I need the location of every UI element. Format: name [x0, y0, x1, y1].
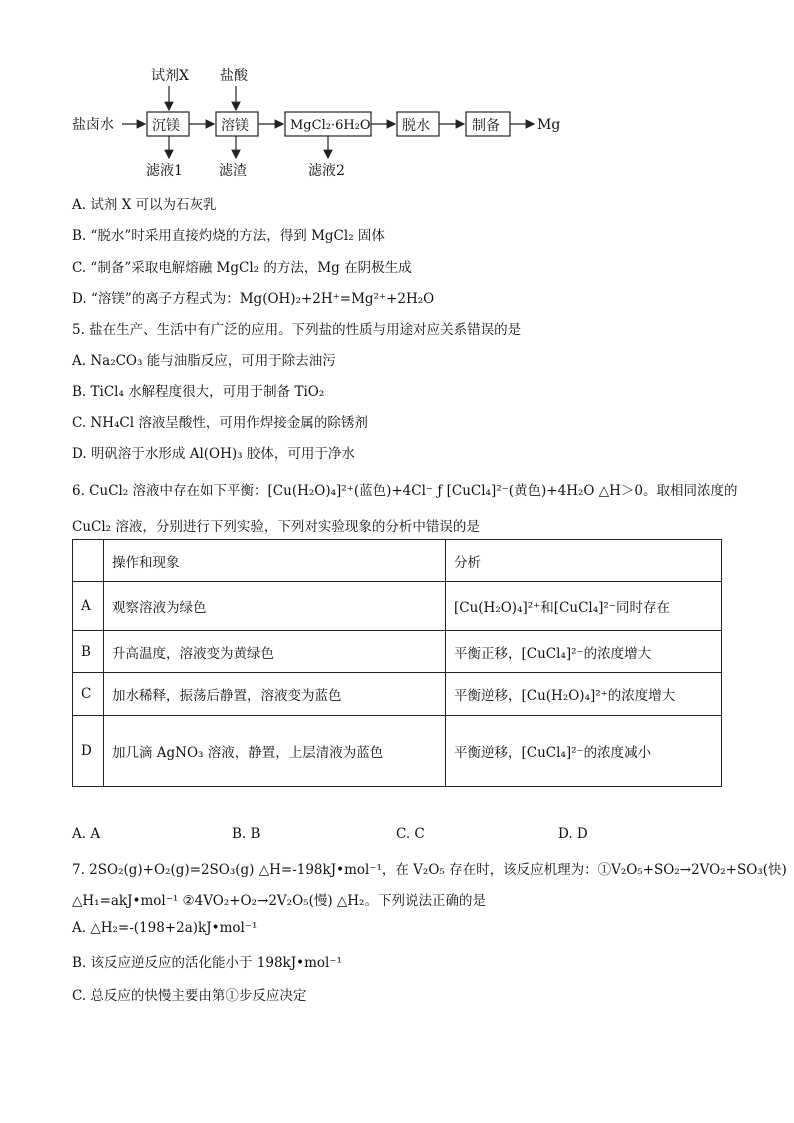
label-step3: MgCl₂·6H₂O	[290, 118, 371, 133]
label-residue: 滤渣	[219, 163, 247, 179]
label-step1: 沉镁	[152, 118, 180, 134]
table-cell-operation: 加几滴 AgNO₃ 溶液，静置，上层清液为蓝色	[104, 716, 446, 787]
table-row	[73, 582, 722, 631]
label-filtrate2: 滤液2	[308, 163, 345, 179]
label-step4: 脱水	[402, 118, 430, 134]
table-cell-operation: 观察溶液为绿色	[104, 582, 446, 631]
q6-option-c[interactable]: C. C	[396, 826, 425, 842]
q7-stem-line2: △H₁=akJ•mol⁻¹ ②4VO₂+O₂→2V₂O₅(慢) △H₂。下列说法正确的是	[72, 893, 486, 909]
table-cell-label: C	[73, 673, 104, 716]
q6-option-a[interactable]: A. A	[72, 826, 101, 842]
table-cell-label: D	[73, 716, 104, 787]
q4-option-d[interactable]: D. “溶镁”的离子方程式为：Mg(OH)₂+2H⁺=Mg²⁺+2H₂O	[72, 291, 435, 307]
q7-option-b[interactable]: B. 该反应逆反应的活化能小于 198kJ•mol⁻¹	[72, 955, 342, 971]
table-row	[73, 631, 722, 673]
table-cell-label: A	[73, 582, 104, 631]
q6-stem-line2: CuCl₂ 溶液，分别进行下列实验，下列对实验现象的分析中错误的是	[72, 519, 480, 535]
table-cell-label: B	[73, 631, 104, 673]
table-header-cell	[73, 540, 104, 582]
table-cell-analysis: [Cu(H₂O)₄]²⁺和[CuCl₄]²⁻同时存在	[446, 582, 722, 631]
q5-option-d[interactable]: D. 明矾溶于水形成 Al(OH)₃ 胶体，可用于净水	[72, 446, 355, 462]
table-row	[73, 673, 722, 716]
q4-option-b[interactable]: B. “脱水”时采用直接灼烧的方法，得到 MgCl₂ 固体	[72, 228, 385, 244]
label-reagent-x: 试剂X	[151, 68, 189, 84]
label-step2: 溶镁	[221, 118, 249, 134]
label-hcl: 盐酸	[220, 68, 248, 84]
label-filtrate1: 滤液1	[146, 163, 183, 179]
q7-option-c[interactable]: C. 总反应的快慢主要由第①步反应决定	[72, 988, 307, 1004]
q5-option-b[interactable]: B. TiCl₄ 水解程度很大，可用于制备 TiO₂	[72, 384, 325, 400]
table-cell-operation: 升高温度，溶液变为黄绿色	[104, 631, 446, 673]
label-product: Mg	[537, 117, 561, 133]
table-cell-operation: 加水稀释，振荡后静置，溶液变为蓝色	[104, 673, 446, 716]
table-row	[73, 716, 722, 787]
table-header-cell: 操作和现象	[104, 540, 446, 582]
label-step5: 制备	[472, 118, 500, 134]
q5-stem: 5. 盐在生产、生活中有广泛的应用。下列盐的性质与用途对应关系错误的是	[72, 322, 522, 338]
table-cell-analysis: 平衡逆移，[Cu(H₂O)₄]²⁺的浓度增大	[446, 673, 722, 716]
q6-option-b[interactable]: B. B	[232, 826, 261, 842]
q4-option-c[interactable]: C. “制备”采取电解熔融 MgCl₂ 的方法，Mg 在阴极生成	[72, 260, 412, 276]
q6-stem-line1: 6. CuCl₂ 溶液中存在如下平衡：[Cu(H₂O)₄]²⁺(蓝色)+4Cl⁻ ƒ [CuCl₄]²⁻(黄色)+4H₂O △H＞0。取相同浓度的	[72, 483, 738, 499]
process-flowchart	[0, 0, 794, 190]
q7-stem-line1: 7. 2SO₂(g)+O₂(g)=2SO₃(g) △H=-198kJ•mol⁻¹，在 V₂O₅ 存在时，该反应机理为：①V₂O₅+SO₂→2VO₂+SO₃(快)	[72, 862, 787, 878]
q5-option-a[interactable]: A. Na₂CO₃ 能与油脂反应，可用于除去油污	[72, 353, 336, 369]
q5-option-c[interactable]: C. NH₄Cl 溶液呈酸性，可用作焊接金属的除锈剂	[72, 415, 368, 431]
q7-option-a[interactable]: A. △H₂=-(198+2a)kJ•mol⁻¹	[72, 920, 258, 936]
q4-option-a[interactable]: A. 试剂 X 可以为石灰乳	[72, 197, 217, 213]
table-header-cell: 分析	[446, 540, 722, 582]
q6-option-d[interactable]: D. D	[558, 826, 588, 842]
table-header-row	[73, 540, 722, 582]
table-cell-analysis: 平衡逆移，[CuCl₄]²⁻的浓度减小	[446, 716, 722, 787]
q6-table	[72, 539, 722, 787]
label-brine: 盐卤水	[72, 117, 114, 133]
table-cell-analysis: 平衡正移，[CuCl₄]²⁻的浓度增大	[446, 631, 722, 673]
